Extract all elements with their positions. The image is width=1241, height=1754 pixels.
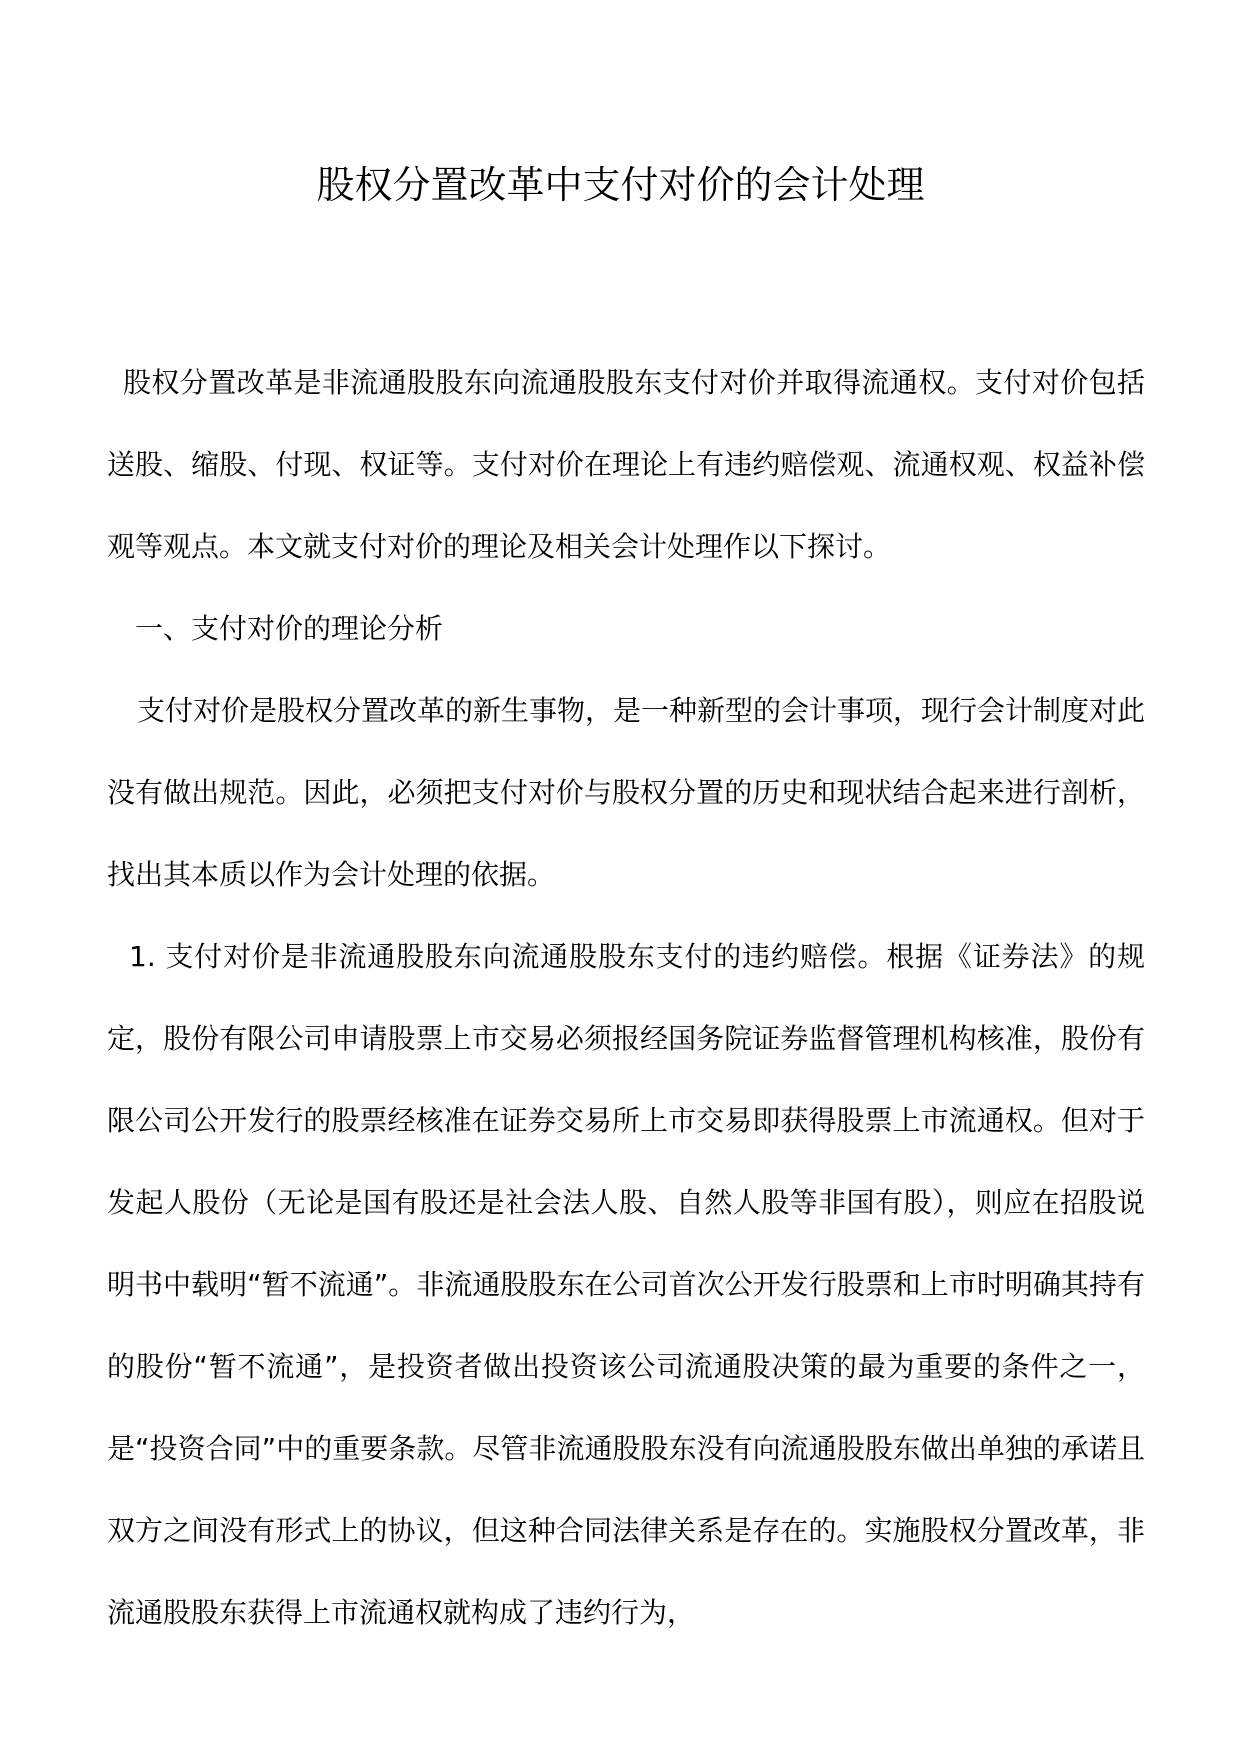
intro-paragraph: 股权分置改革是非流通股股东向流通股股东支付对价并取得流通权。支付对价包括送股、缩股、付现、权证等。支付对价在理论上有违约赔偿观、流通权观、权益补偿观等观点。本文就支付对价的理论及相关会计处理作以下探讨。 <box>107 366 1145 563</box>
numbered-paragraph: 1. 支付对价是非流通股股东向流通股股东支付的违约赔偿。根据《证券法》的规定，股份有限公司申请股票上市交易必须报经国务院证券监督管理机构核准，股份有限公司公开发行的股票经核准在证券交易所上市交易即获得股票上市流通权。但对于发起人股份（无论是国有股还是社会法人股、自然人股等非国有股），则应在招股说明书中载明“暂不流通”。非流通股股东在公司首次公开发行股票和上市时明确其持有的股份“暂不流通”，是投资者做出投资该公司流通股决策的最为重要的条件之一，是“投资合同”中的重要条款。尽管非流通股股东没有向流通股股东做出单独的承诺且双方之间没有形式上的协议，但这种合同法律关系是存在的。实施股权分置改革，非流通股股东获得上市流通权就构成了违约行为， <box>107 940 1145 1629</box>
section-heading: 一、支付对价的理论分析 <box>135 612 444 645</box>
document-body <box>107 342 1145 1654</box>
body-paragraph: 支付对价是股权分置改革的新生事物，是一种新型的会计事项，现行会计制度对此没有做出规范。因此，必须把支付对价与股权分置的历史和现状结合起来进行剖析，找出其本质以作为会计处理的依据。 <box>107 694 1146 891</box>
document-title: 股权分置改革中支付对价的会计处理 <box>316 163 925 207</box>
